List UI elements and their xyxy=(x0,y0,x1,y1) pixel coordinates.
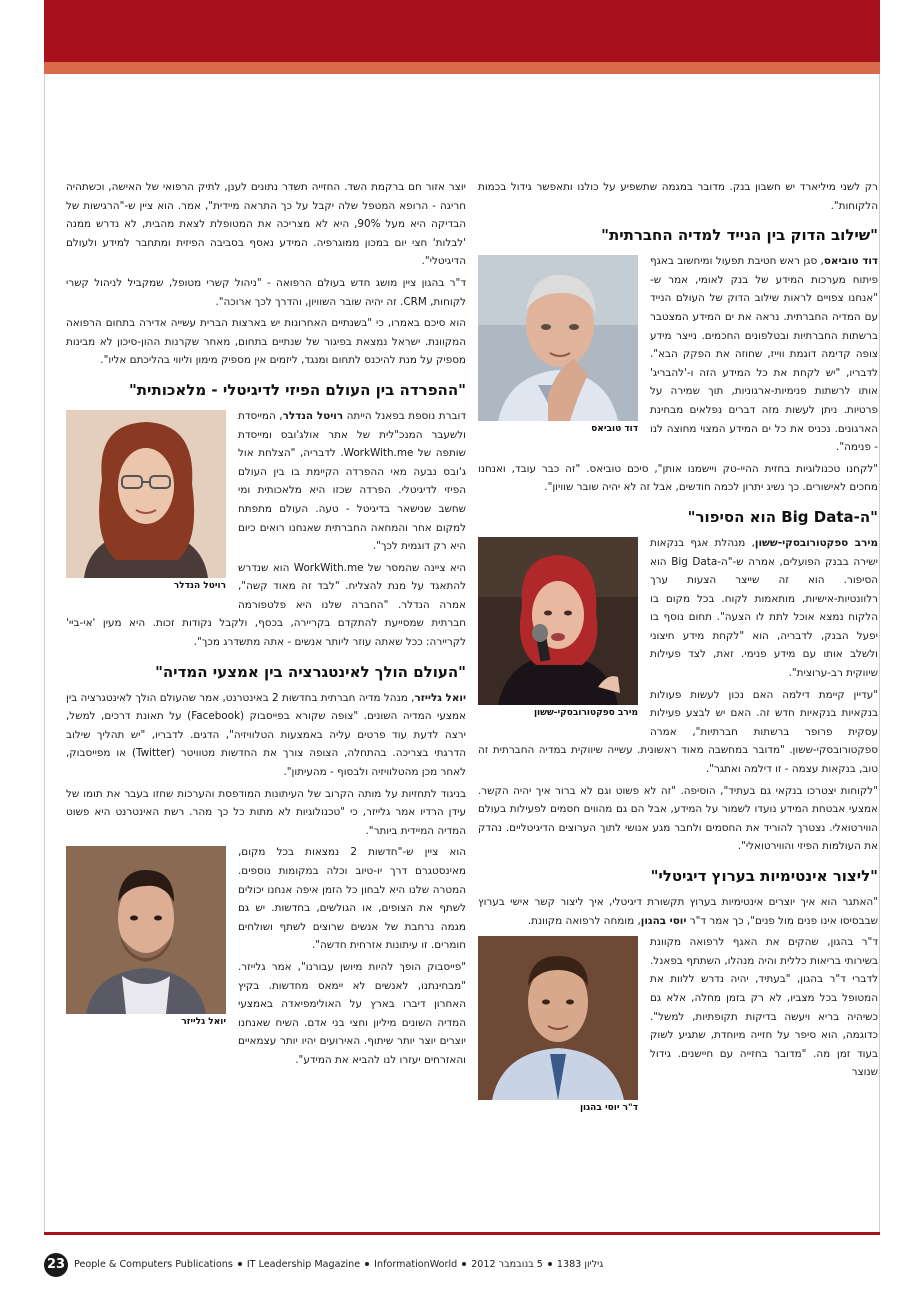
photo-caption: ד"ר יוסי בהגון xyxy=(579,1103,638,1114)
portrait-man-icon xyxy=(478,255,638,421)
paragraph: רק לשני מיליארד יש חשבון בנק. מדובר במגמה שתשפיע על כולנו ותאפשר גידול בכמות הלקוחות". xyxy=(478,181,878,212)
section-heading: "ההפרדה בין העולם הפיזי לדיגיטלי - מלאכותית" xyxy=(128,380,466,399)
photo-caption: יואל גלייזר xyxy=(181,1017,226,1028)
paragraph: יוצר אזור חם ברקמת השד. החזייה תשדר נתונים לענן, לתיק הרפואי של האישה, וכשתהיה חריגה - הרופא המטפל שלה יקבל על כך התראה מיידית", אמר. הוא ציין ש-"הרגישות של הבדיקה היא מעל 90%, היא לא מצריכה את המטופלת לצאת מהבית, לא נדרש ממנה 'לבלות' חצי יום במכון ממוגרפיה. המידע נאסף בסביבה הפיזית ומתחבר למידע ולעולם הדיגיטלי". xyxy=(66,181,466,268)
section-heading: "ה-Big Data הוא הסיפור" xyxy=(687,507,878,526)
photo-david-tobias xyxy=(478,255,638,437)
bullet-icon xyxy=(462,1262,466,1266)
portrait-man-tie-icon xyxy=(478,936,638,1100)
photo-merav xyxy=(478,537,638,721)
magazine-name: IT Leadership Magazine xyxy=(246,1259,361,1270)
page-frame-right xyxy=(879,74,880,1232)
photo-yossi-bahagon xyxy=(478,936,638,1116)
publisher-name: People & Computers Publications xyxy=(74,1259,233,1270)
section-heading: "שילוב הדוק בין הנייד למדיה החברתית" xyxy=(601,226,878,245)
speaker-name: מירב ספקטורובסקי-ששון xyxy=(754,536,878,549)
paragraph: ד"ר בהגון ציין מושג חדש בעולם הרפואה - "ניהול קשרי מטופל, שמקביל לניהול קשרי לקוחות, CRM. זה יהיה שובר השוויון, והדרך לכך ארוכה". xyxy=(66,276,466,308)
section-heading: "העולם הולך לאינטגרציה בין אמצעי המדיה" xyxy=(155,662,466,681)
portrait-image xyxy=(478,936,638,1100)
section-heading: "ליצור אינטימיות בערוץ דיגיטלי" xyxy=(650,867,878,885)
paragraph: הוא סיכם באמרו, כי "בשנתיים האחרונות יש בארצות הברית עשייה אדירה בתחום הרפואה המקוונת. ישראל נמצאת בפיגור של שנתיים בתחום, מאחר שקרנות ההון-סיכון לא מבינות מספיק על מנת להיכנס לתחום ומנגד, ליזמים אין מספיק מימון וליווי בהליכתם אליו". xyxy=(66,317,466,367)
bullet-icon xyxy=(548,1262,552,1266)
paragraph: היא ציינה שהמסר של WorkWith.me הוא שנדרש להתאגד על מנת להצליח. "לבד זה מאוד קשה", אמרה הנדלר. "החברה שלנו היא פלטפורמה חברתית שמסייעת להתקדם בקריירה, בכסף, ולקבל נקודות זכות. היא מעין 'אי-ביי' לקריירה: ככל שאתה עוזר ליותר אנשים - אתה מתשדרג מכך". xyxy=(66,561,466,649)
paragraph: מירב ספקטורובסקי-ששון, מנהלת אגף בנקאות ישירה בבנק הפועלים, אמרה ש-"ה-Big Data הוא הסיפור. הוא זה שייצר הצעות ערך רלוונטיות-אישיות, מותאמות לקוח. בכל מקום בו הלקוח נמצא אוכל לתת לו הצעה". תחום נוסף בו יפעל הבנק, לדבריה, הוא "לקחת מידע חיצוני ולשלב אותו עם מידע פנימי. זאת, לצד פעילות שיווקית רב-ערוצית". xyxy=(650,536,878,680)
header-red-band xyxy=(44,0,880,62)
portrait-young-man-icon xyxy=(66,846,226,1014)
speaker-name: יוסי בהגון xyxy=(640,914,687,927)
site-name: InformationWorld xyxy=(374,1259,458,1270)
bullet-icon xyxy=(365,1262,369,1266)
paragraph: בניגוד לתחזיות על מותה הקרוב של העיתונות המודפסת והערכות שחזו בעבר את תומו של עידן הרדיו אמר גלייזר, כי "טכנולוגיות לא מתות כל כך מהר. רשת האינטרנט היא פשוט המדיה המיידית ביותר". xyxy=(66,787,466,837)
portrait-woman-glasses-icon xyxy=(66,410,226,578)
photo-revital-handler xyxy=(66,410,226,594)
page-frame-left xyxy=(44,74,45,1232)
footer-red-rule xyxy=(44,1232,880,1235)
footer-publication-line xyxy=(74,1259,603,1270)
paragraph: "עדיין קיימת דילמה האם נכון לעשות פעולות בנקאיות בנקאיות חדש זה. האם יש לבצע פעילות עסקית פרופר ברשתות חברתיות", אמרה ספקטורובסקי-ששון. "מדובר במחשבה מאוד ראשונית. עשייה שיווקית במדיה החברתית זה טוב, בנקאות עצמה - זו דילמה ואתגר". xyxy=(478,688,878,776)
page-footer xyxy=(44,1250,880,1280)
paragraph: ד"ר בהגון, שהקים את האגף לרפואה מקוונת בשירותי בריאות כללית והיה מנהלו, השתתף בפאנל. לדברי ד"ר בהגון, "בעתיד, יהיה נדרש ללוות את המטופל בכל מצביו, לא רק בזמן מחלה, אלא גם כשיהיה בריא ויעשה בדיקות תקופתיות, למשל". כדוגמה, הוא סיפר על חזייה מיוחדת, שתגיע לשוק בעוד זמן מה. "מדובר בחזייה עם חיישנים. גידול שנוצר xyxy=(650,936,878,1079)
bullet-icon xyxy=(238,1262,242,1266)
article-column-left xyxy=(66,178,466,1230)
article-column-right xyxy=(478,178,878,1230)
paragraph: יואל גלייזר, מנהל מדיה חברתית בחדשות 2 באינטרנט, אמר שהעולם הולך לאינטגרציה בין אמצעי המדיה השונים. "צופה שקורא בפייסבוק (Facebook) על תאונת דרכים, למשל, ירצה לדעת עוד פרטים עליה באמצעות הטלוויזיה", הדגים. לדבריו, "יש תהליך שילוב הדרגתי בצריכה. בהתחלה, הצופה צורך את החדשות מטוויטר (Twitter) או מפייסבוק, לאחר מכן מהטלוויזיה ולבסוף - מהעיתון". xyxy=(66,691,466,779)
paragraph: "לקחנו טכנולוגיות בחזית ההיי-טק ויישמנו אותן", סיכם טוביאס. "זה כבר עובד, ואנחנו מחכים לאישורים. כך נשיג יתרון לכמה חודשים, אבל זה לא יהיה שובר שוויון". xyxy=(478,462,878,494)
speaker-name: דוד טוביאס xyxy=(823,255,878,268)
portrait-image xyxy=(478,255,638,421)
issue-number: גיליון 1383 xyxy=(556,1259,604,1270)
photo-caption: מירב ספקטורובסקי-ששון xyxy=(533,707,638,718)
photo-caption: רויטל הנדלר xyxy=(173,580,226,591)
photo-yoel-glazer xyxy=(66,846,226,1030)
paragraph: הוא ציין ש-"חדשות 2 נמצאות בכל מקום, מאינסטגרם דרך יו-טיוב וכלה במקומות נוספים. המטרה שלנו היא לבחון כל הזמן איפה אנחנו יכולים לשתף את הצופים, או הגולשים, בחדשות. יש גם מגמה נרחבת של אנשים שרוצים לשתף ושולחים חומרים. זו עיתונות אזרחית חדשה". xyxy=(238,846,466,952)
page-number: 23 xyxy=(44,1253,68,1277)
portrait-woman-microphone-icon xyxy=(478,537,638,705)
portrait-image xyxy=(66,410,226,578)
portrait-image xyxy=(478,537,638,705)
paragraph: "פייסבוק הופך להיות מיושן עבורנו", אמר גלייזר. "מבחינתנו, לאנשים לא יימאס מחדשות. בקיץ האחרון דיברו בארץ על האולימפיאדה באמצעי המדיה השונים מיליון וחצי בני אדם. השיח שאנחנו יוצרים יוצר יותר שיתוף. האירועים יהיו יותר עצמאיים והאזרחים יעזרו לנו להביא את המידע". xyxy=(238,960,466,1066)
header-orange-stripe xyxy=(44,62,880,74)
paragraph: "לקוחות יצטרכו בנקאי גם בעתיד", הוסיפה. "זה לא פשוט וגם לא ברור איך יהיה הקשר. אמצעי אבטחת המידע נועדו לשמור על המידע, אבל הם גם מהווים חסמים לפעילות בעולם הווירטואלי. נצטרך להוריד את החסמים ולחבר מגע אנושי לתוך הערוצים הדיגיטליים. נהדק את העולמות הפיזי והווירטואלי". xyxy=(478,784,878,853)
issue-date: 5 בנובמבר 2012 xyxy=(471,1259,543,1270)
portrait-image xyxy=(66,846,226,1014)
paragraph: "האתגר הוא איך יוצרים אינטימיות בערוץ תקשורת דיגיטלי, איך ליצור קשר אישי בערוץ שבבסיסו אינו פנים מול פנים", כך אמר ד"ר יוסי בהגון, מומחה לרפואה מקוונת. xyxy=(478,896,878,927)
paragraph: דוברת נוספת בפאנל הייתה רויטל הנדלר, המייסדת ולשעבר המנכ"לית של אתר אולג'ובס ומייסדת שותפה של WorkWith.me. לדבריה, "הצלחת אול ג'ובס נבעה מאי ההפרדה הקיימת בו בין העולם הפיזי לדיגיטלי. הפרדה שכזו היא מלאכותית ומי שחשב שנישאר בדיגיטל - טעה. העולם מתפתח למקום אחר והמחאה החברתית שאנחנו רואים כיום היא רק דוגמית לכך". xyxy=(238,409,466,553)
paragraph: דוד טוביאס, סגן ראש חטיבת תפעול ומיחשוב באגף פיתוח מערכות המידע של בנק לאומי, אמר ש-"אנחנו צפויים לראות שילוב הדוק של העולם הנייד עם המדיה החברתית. נראה את ים המידע המצטבר ברשתות החברתיות ובטלפונים החכמים. נייצר מידע צופה קדימה דוגמת ווייז, שחוזה את הפקק הבא". לדבריו, "יש לקחת את כל המידע הזה ו-'להבריג' אותו לרשתות פנימיות-ארגוניות, תוך שמירה על פרטיות. ניתן לעשות מזה דברים נפלאים מבחינת הארגונים. נכניס את כל ים המידע המצוי מחוצה לנו - פנימה". xyxy=(650,255,878,454)
photo-caption: דוד טוביאס xyxy=(591,424,638,435)
speaker-name: יואל גלייזר xyxy=(414,691,466,704)
speaker-name: רויטל הנדלר xyxy=(282,409,344,422)
